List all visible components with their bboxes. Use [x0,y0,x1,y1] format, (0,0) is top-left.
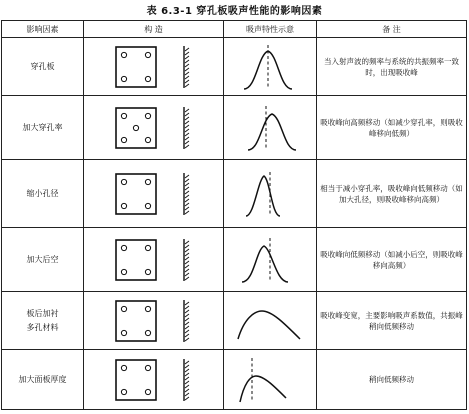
perforation-hole [121,269,126,274]
note-cell: 相当于减小穿孔率，吸收峰向低频移动（如加大孔径，则吸收峰移向高频） [317,160,467,228]
header-note: 备 注 [317,21,467,38]
perforation-hole [145,389,150,394]
factor-cell [2,160,84,228]
perforation-hole [121,389,126,394]
panel-diagram [94,170,214,218]
perforation-hole [145,137,150,142]
factor-line: 多孔材料 [26,322,59,332]
factor-line: 加大穿孔率 [22,122,63,132]
perforation-hole [145,76,150,81]
perforation-hole [121,330,126,335]
absorption-curve [224,350,317,410]
factor-cell [2,228,84,292]
perforation-hole [145,203,150,208]
factor-line: 板后加衬 [26,308,59,318]
perforation-hole [121,365,126,370]
curve-line [240,376,286,402]
table-row [2,228,467,292]
perforation-hole [145,365,150,370]
curve-line [248,114,296,150]
curve-line [242,246,288,282]
perforation-hole [121,179,126,184]
structure-figure [84,350,224,410]
perforation-hole [145,179,150,184]
absorption-curve-sketch [230,295,310,347]
table-row [2,38,467,96]
factor-cell [2,96,84,160]
factor-line: 加大后空 [26,254,59,264]
perforation-hole [121,137,126,142]
panel-diagram [94,356,214,404]
header-curve: 吸声特性示意 [224,21,317,38]
structure-figure [84,228,224,292]
curve-line [246,176,280,216]
absorption-curve [224,292,317,350]
note-cell: 吸收峰向低频移动（如减小后空，则吸收峰移向高频） [317,228,467,292]
table-row [2,96,467,160]
factor-cell [2,292,84,350]
panel-diagram [94,43,214,91]
header-structure: 构 造 [84,21,224,38]
table-header-row [2,21,467,38]
panel-diagram [94,297,214,345]
factor-cell [2,38,84,96]
absorption-curve [224,228,317,292]
perforation-hole [145,330,150,335]
perforation-hole [121,245,126,250]
panel-diagram [94,236,214,284]
table-row [2,350,467,410]
perforation-hole [145,113,150,118]
table-title: 表 6.3-1 穿孔板吸声性能的影响因素 [146,6,323,17]
perforation-hole [145,245,150,250]
note-cell: 稍向低频移动 [317,350,467,410]
structure-figure [84,96,224,160]
perforation-hole [121,203,126,208]
absorption-curve [224,96,317,160]
absorption-curve-sketch [230,41,310,93]
absorption-curve-sketch [230,168,310,220]
note-cell: 吸收峰向高频移动（如减少穿孔率，则吸收峰移向低频） [317,96,467,160]
absorption-curve-sketch [230,102,310,154]
factor-line: 穿孔板 [30,61,55,71]
table-row [2,292,467,350]
absorption-curve-sketch [230,354,310,406]
absorption-curve-sketch [230,234,310,286]
absorption-curve [224,160,317,228]
header-factor: 影响因素 [2,21,84,38]
perforation-hole [121,52,126,57]
note-cell: 吸收峰变宽，主要影响吸声系数值，共振峰稍向低频移动 [317,292,467,350]
curve-line [238,311,300,339]
table-row [2,160,467,228]
factors-table [1,20,467,410]
perforation-hole [121,113,126,118]
perforation-hole [121,306,126,311]
perforation-hole [145,52,150,57]
panel-diagram [94,104,214,152]
note-cell: 当入射声波的频率与系统的共振频率一致时，出现吸收峰 [317,38,467,96]
factor-line: 加大面板厚度 [18,374,67,384]
perforation-hole [145,269,150,274]
absorption-curve [224,38,317,96]
perforation-hole [121,76,126,81]
factor-cell [2,350,84,410]
structure-figure [84,38,224,96]
structure-figure [84,160,224,228]
perforation-hole [145,306,150,311]
perforation-hole [133,125,138,130]
factor-line: 缩小孔径 [26,188,59,198]
structure-figure [84,292,224,350]
